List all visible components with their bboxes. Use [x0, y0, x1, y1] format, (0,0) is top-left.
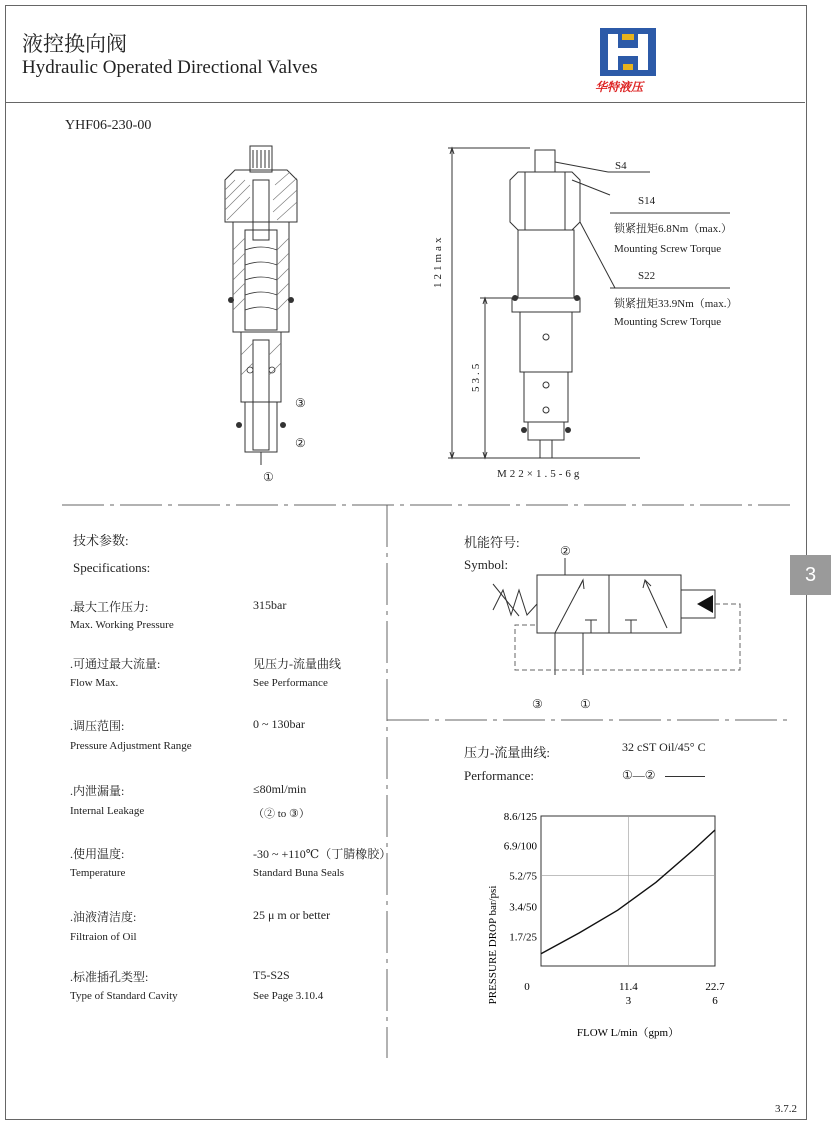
- dim-s22: S22: [638, 270, 656, 282]
- chart-y-tick-label: 8.6/125: [503, 811, 537, 823]
- spec-label-cn: .油液清洁度:: [70, 910, 137, 924]
- section-port-label-3: ③: [295, 396, 306, 410]
- performance-chart: [470, 800, 750, 1050]
- spec-label-en: Max. Working Pressure: [70, 619, 174, 631]
- s14-torque-cn: 锁紧扭矩6.8Nm（max.）: [614, 223, 732, 235]
- chart-y-tick-label: 1.7/25: [509, 931, 537, 944]
- symbol-heading-cn: 机能符号:: [464, 535, 520, 550]
- section-port-label-2: ②: [295, 436, 306, 450]
- spec-label-en: Pressure Adjustment Range: [70, 740, 192, 752]
- spec-label-en: Flow Max.: [70, 677, 119, 689]
- chart-x-tick-label-gpm: 6: [712, 995, 718, 1007]
- spec-label-cn: .最大工作压力:: [70, 600, 149, 614]
- spec-value: 25 μ m or better: [253, 908, 331, 922]
- chart-x-tick-label-gpm: 3: [625, 995, 632, 1007]
- spec-value: ≤80ml/min: [253, 782, 307, 796]
- spec-value: 见压力-流量曲线: [253, 657, 341, 671]
- spec-label-cn: .调压范围:: [70, 719, 125, 733]
- spec-value-secondary: （② to ③）: [253, 808, 310, 820]
- spec-value-secondary: Standard Buna Seals: [253, 867, 345, 879]
- chart-x-origin-label: 0: [524, 981, 530, 993]
- spec-label-en: Temperature: [70, 867, 126, 879]
- s22-torque-cn: 锁紧扭矩33.9Nm（max.）: [614, 298, 738, 310]
- chart-series-line: [541, 830, 715, 954]
- spec-label-cn: .内泄漏量:: [70, 784, 125, 798]
- legend-label: ①—②: [622, 768, 656, 782]
- legend-line: [665, 776, 705, 777]
- title-cn: 液控换向阀: [22, 32, 127, 56]
- section-port-label-1: ①: [263, 470, 274, 484]
- performance-legend: [622, 768, 705, 783]
- performance-heading-cn: 压力-流量曲线:: [464, 745, 550, 760]
- logo-text: 华特液压: [595, 80, 644, 94]
- specs-heading-en: Specifications:: [73, 560, 151, 575]
- chart-y-tick-label: 5.2/75: [509, 870, 537, 883]
- spec-value-secondary: See Performance: [253, 677, 328, 689]
- spec-label-cn: .使用温度:: [70, 847, 125, 861]
- symbol-port-top: ②: [560, 544, 571, 558]
- performance-heading-en: Performance:: [464, 768, 535, 783]
- page-number: 3.7.2: [775, 1103, 797, 1115]
- hydraulic-symbol: [485, 540, 755, 715]
- spec-value-secondary: See Page 3.10.4: [253, 990, 324, 1002]
- chart-y-tick-label: 3.4/50: [509, 901, 537, 914]
- spec-value: 0 ~ 130bar: [253, 717, 305, 731]
- spec-label-en: Type of Standard Cavity: [70, 990, 178, 1002]
- chart-xlabel: FLOW L/min（gpm）: [576, 1027, 680, 1039]
- section-tab[interactable]: 3: [790, 555, 831, 595]
- chart-y-tick-label: 6.9/100: [503, 840, 537, 853]
- chart-x-tick-label: 11.4: [618, 981, 638, 993]
- chart-ylabel: PRESSURE DROP bar/psi: [487, 885, 499, 1005]
- symbol-port-bottom-right: ①: [580, 697, 591, 711]
- spec-label-en: Filtraion of Oil: [70, 931, 137, 943]
- spec-label-cn: .标准插孔类型:: [70, 970, 149, 984]
- spec-value: -30 ~ +110℃（丁腈橡胶）: [253, 847, 392, 861]
- model-number: YHF06-230-00: [65, 118, 152, 133]
- title-en: Hydraulic Operated Directional Valves: [22, 57, 318, 78]
- symbol-heading-en: Symbol:: [464, 557, 509, 572]
- specs-heading-cn: 技术参数:: [73, 533, 129, 548]
- spec-value: T5-S2S: [253, 968, 290, 982]
- dim-height: 121max: [432, 234, 444, 288]
- dim-s14: S14: [638, 195, 656, 207]
- spec-value: 315bar: [253, 598, 287, 612]
- dim-s4: S4: [615, 160, 627, 172]
- symbol-port-bottom-left: ③: [532, 697, 543, 711]
- spec-label-cn: .可通过最大流量:: [70, 657, 161, 671]
- dim-thread: M22×1.5-6g: [497, 468, 583, 480]
- s14-torque-en: Mounting Screw Torque: [614, 243, 722, 255]
- performance-oil-note: 32 cST Oil/45° C: [622, 740, 706, 754]
- spec-label-en: Internal Leakage: [70, 805, 145, 817]
- chart-x-tick-label: 22.7: [705, 981, 725, 993]
- s22-torque-en: Mounting Screw Torque: [614, 316, 722, 328]
- dim-length: 53.5: [470, 360, 482, 392]
- chart-axes: [541, 816, 715, 966]
